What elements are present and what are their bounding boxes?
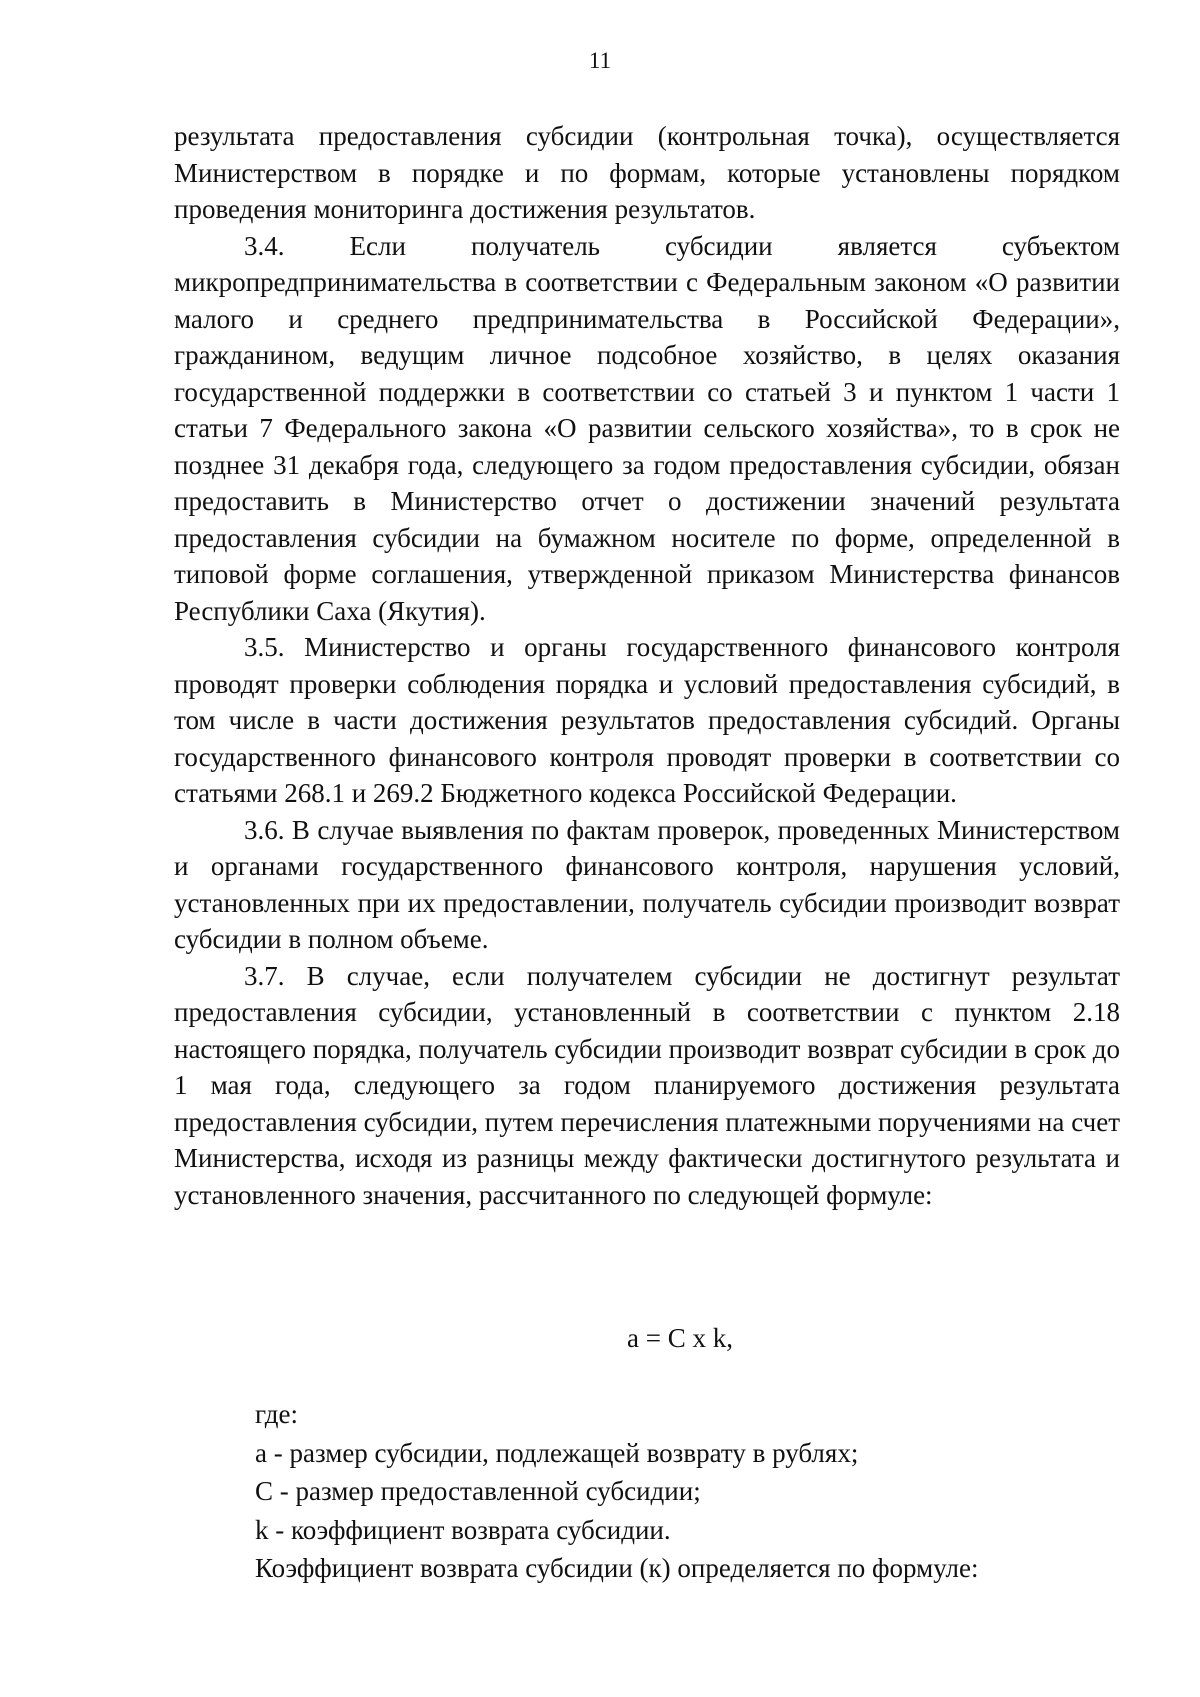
formula-definitions (255, 1395, 1125, 1588)
paragraph-continuation: результата предоставления субсидии (контрольная точка), осуществляется Министерством в порядке и по формам, которые установлены порядком проведения мониторинга достижения результатов. (174, 121, 1120, 224)
definition-k: k - коэффициент возврата субсидии. (255, 1514, 671, 1545)
paragraph-3-7: 3.7. В случае, если получателем субсидии не достигнут результат предоставления субсидии, установленный в соответствии с пунктом 2.18 настоящего порядка, получатель субсидии производит возврат субсидии в срок до 1 мая года, следующего за годом планируемого достижения результата предоставления субсидии, путем перечисления платежными поручениями на счет Министерства, исходя из разницы между фактически достигнутого результата и установленного значения, рассчитанного по следующей формуле: (174, 960, 1120, 1210)
document-body (174, 118, 1120, 1213)
coefficient-intro: Коэффициент возврата субсидии (к) определяется по формуле: (255, 1553, 979, 1583)
page-number: 11 (588, 48, 612, 73)
paragraph-3-6: 3.6. В случае выявления по фактам проверок, проведенных Министерством и органами государственного финансового контроля, нарушения условий, установленных при их предоставлении, получатель субсидии производит возврат субсидии в полном объеме. (174, 814, 1120, 954)
definition-c: C - размер предоставленной субсидии; (255, 1476, 701, 1506)
paragraph-3-4: 3.4. Если получатель субсидии является субъектом микропредпринимательства в соответствии с Федеральным законом «О развитии малого и среднего предпринимательства в Российской Федерации», гражданином, ведущим личное подсобное хозяйство, в целях оказания государственной поддержки в соответствии со статьей 3 и пунктом 1 части 1 статьи 7 Федерального закона «О развитии сельского хозяйства», то в срок не позднее 31 декабря года, следующего за годом предоставления субсидии, обязан предоставить в Министерство отчет о достижении значений результата предоставления субсидии на бумажном носителе по форме, определенной в типовой форме соглашения, утвержденной приказом Министерства финансов Республики Саха (Якутия). (174, 230, 1120, 626)
paragraph-3-5: 3.5. Министерство и органы государственного финансового контроля проводят проверки соблюдения порядка и условий предоставления субсидий, в том числе в части достижения результатов предоставления субсидий. Органы государственного финансового контроля проводят проверки в соответствии со статьями 268.1 и 269.2 Бюджетного кодекса Российской Федерации. (174, 632, 1120, 808)
return-formula: a = C x k, (627, 1323, 733, 1353)
definition-where: где: (255, 1399, 298, 1429)
definition-a: a - размер субсидии, подлежащей возврату в рублях; (255, 1437, 859, 1468)
